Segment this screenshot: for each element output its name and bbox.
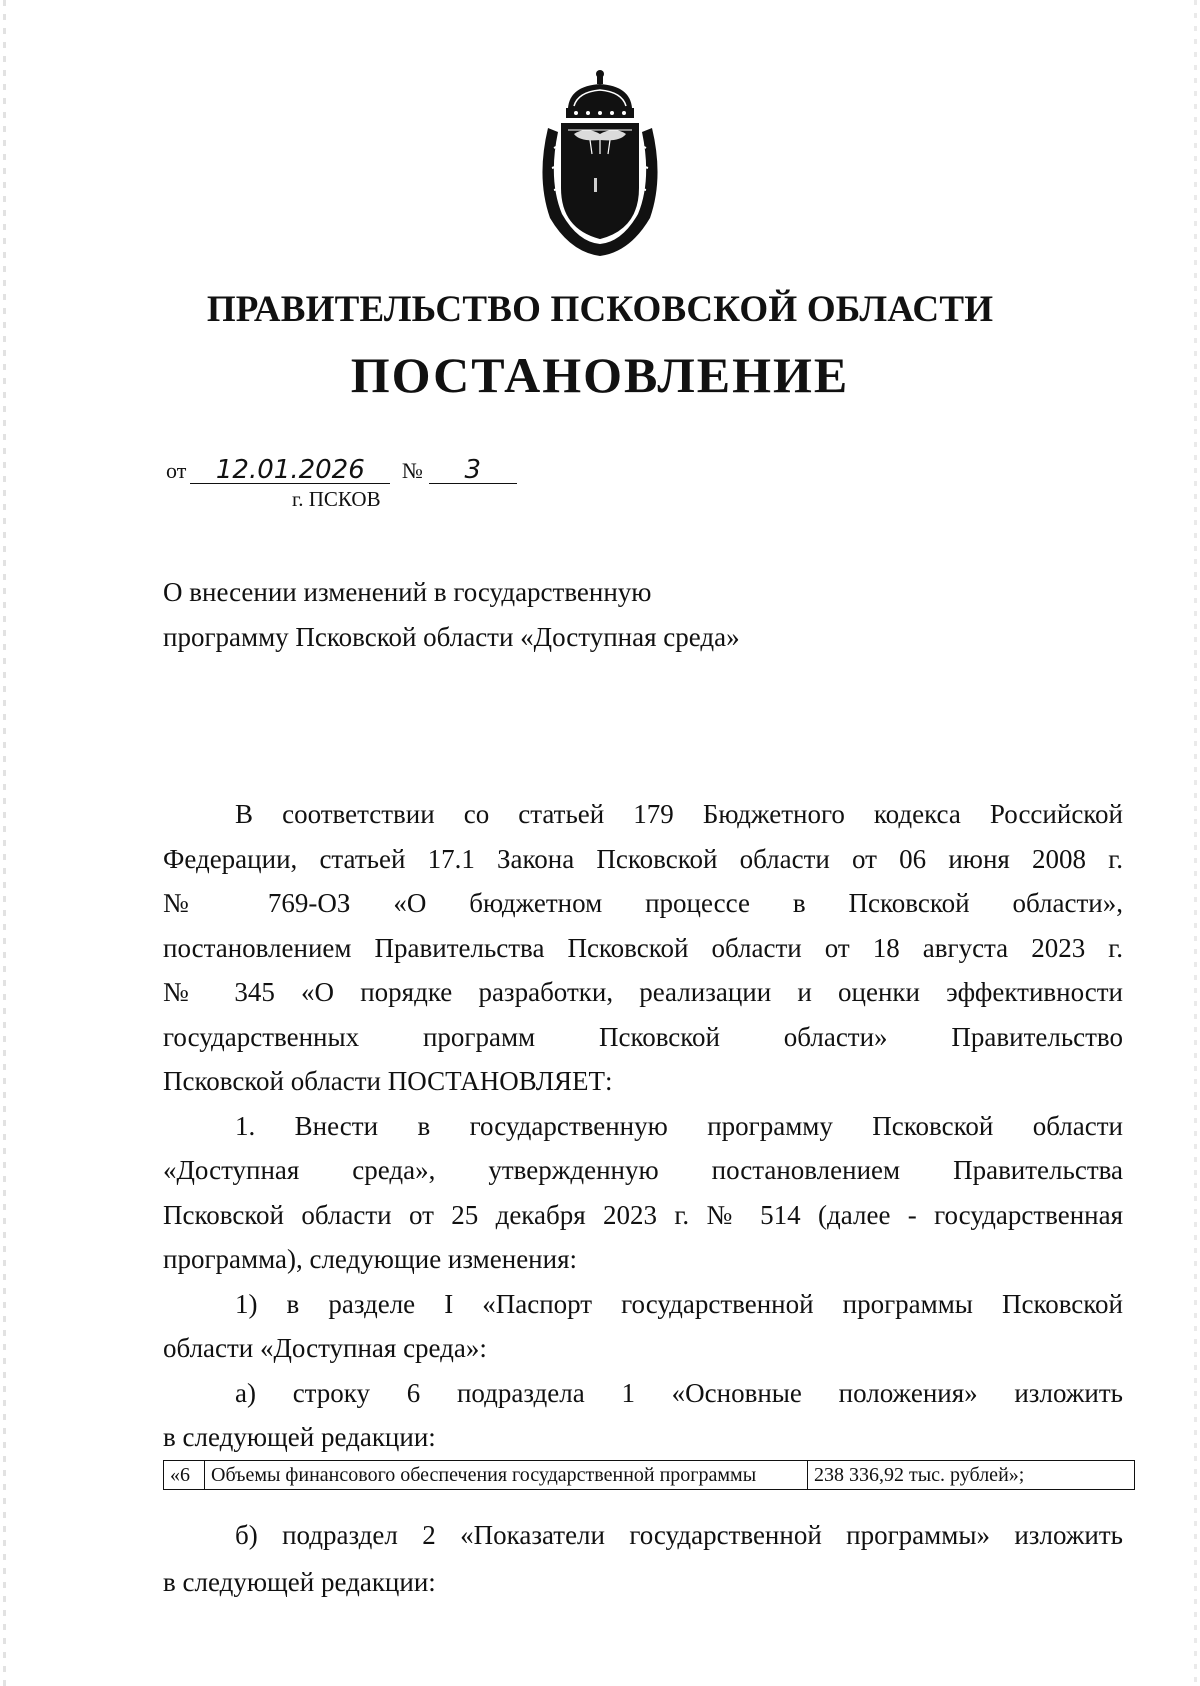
sub1-line: 1) в разделе I «Паспорт государственной программы Псковской	[235, 1288, 1123, 1319]
preamble-line: постановлением Правительства Псковской области от 18 августа 2023 г.	[163, 932, 1123, 963]
item1-line: программа), следующие изменения:	[163, 1244, 577, 1274]
table-cell-value: 238 336,92 тыс. рублей»;	[808, 1461, 1135, 1490]
item1-line: Псковской области от 25 декабря 2023 г. № 514 (далее - государственная	[163, 1199, 1123, 1230]
preamble-line: государственных программ Псковской области» Правительство	[163, 1021, 1123, 1052]
number-prefix: №	[401, 458, 423, 483]
table-cell-row-number: «6	[164, 1461, 205, 1490]
preamble-line: № 769-ОЗ «О бюджетном процессе в Псковской области»,	[163, 888, 1123, 918]
preamble-line: В соответствии со статьей 179 Бюджетного кодекса Российской	[235, 799, 1123, 829]
date-number-line	[166, 457, 517, 484]
preamble-line: № 345 «О порядке разработки, реализации и оценки эффективности	[163, 977, 1123, 1007]
document-body	[163, 792, 1123, 1460]
scan-edge-left	[3, 0, 6, 1686]
table-row	[164, 1461, 1135, 1490]
organization-title: ПРАВИТЕЛЬСТВО ПСКОВСКОЙ ОБЛАСТИ	[206, 289, 994, 330]
after-table-text	[163, 1512, 1123, 1606]
handwritten-date: 12.01.2026	[190, 457, 390, 484]
handwritten-number: 3	[429, 457, 517, 484]
preamble-line: Федерации, статьей 17.1 Закона Псковской области от 06 июня 2008 г.	[163, 843, 1123, 874]
document-subject: О внесении изменений в государственную программу Псковской области «Доступная среда»	[163, 577, 740, 652]
item1-line: «Доступная среда», утвержденную постановлением Правительства	[163, 1155, 1123, 1185]
preamble-line: Псковской области ПОСТАНОВЛЯЕТ:	[163, 1066, 613, 1096]
after-table-line: б) подраздел 2 «Показатели государственной программы» изложить	[235, 1520, 1123, 1550]
sub1-line: области «Доступная среда»:	[163, 1333, 487, 1363]
table-cell-label: Объемы финансового обеспечения государственной программы	[205, 1461, 808, 1490]
passport-table	[163, 1460, 1135, 1490]
suba-line: в следующей редакции:	[163, 1422, 436, 1452]
item1-line: 1. Внести в государственную программу Псковской области	[235, 1110, 1123, 1141]
after-table-line: в следующей редакции:	[163, 1567, 436, 1597]
coat-of-arms-emblem	[530, 68, 670, 258]
city-label: г. ПСКОВ	[292, 487, 381, 511]
suba-line: а) строку 6 подраздела 1 «Основные положения» изложить	[235, 1377, 1123, 1408]
document-type-title: ПОСТАНОВЛЕНИЕ	[350, 347, 850, 403]
scan-edge-right	[1194, 0, 1197, 1686]
date-prefix: от	[166, 458, 187, 483]
